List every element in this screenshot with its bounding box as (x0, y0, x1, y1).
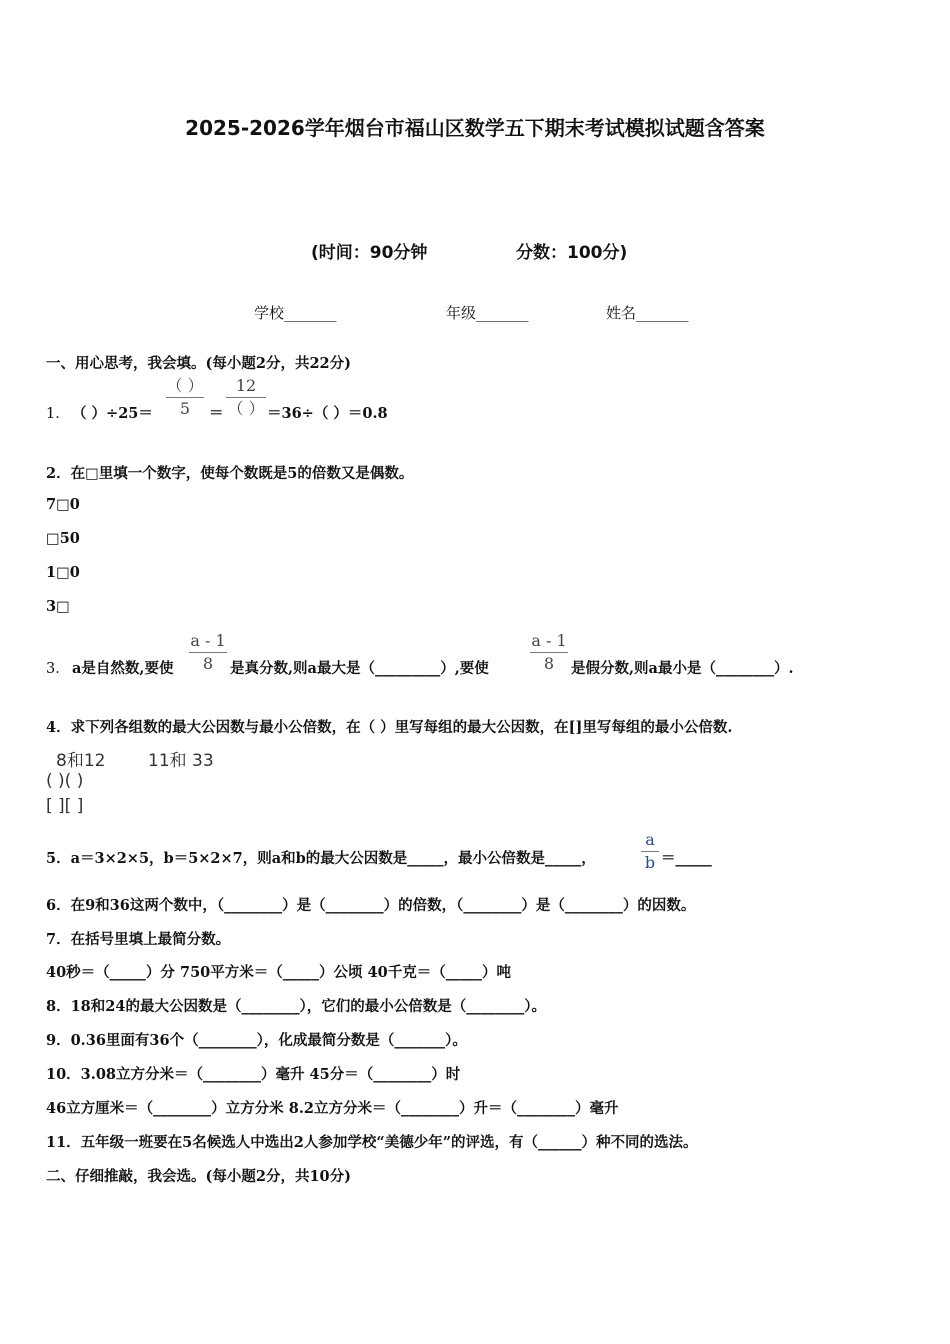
question-6: 6．在9和36这两个数中，（________）是（________）的倍数，（________）是（________）的因数。 (46, 897, 696, 914)
q5-fraction-denominator: b (644, 853, 656, 872)
section-1-heading: 一、用心思考，我会填。(每小题2分，共22分) (46, 355, 351, 372)
q2-item[interactable]: 1□0 (46, 564, 80, 581)
question-10-line-1: 10．3.08立方分米＝（________）毫升 45分＝（________）时 (46, 1066, 461, 1083)
q2-item[interactable]: □50 (46, 530, 80, 547)
q4-lcm-blanks[interactable]: [ ][ ] (46, 796, 84, 816)
q2-item[interactable]: 3□ (46, 598, 70, 615)
name-field[interactable]: 姓名_______ (606, 304, 689, 322)
q2-item[interactable]: 7□0 (46, 496, 80, 513)
q3-fraction-numerator: a - 1 (531, 631, 567, 650)
q5-part-b: ＝_____ (661, 850, 712, 867)
q3-part-c: 是假分数,则a最小是（________）. (571, 660, 794, 677)
q3-part-a: a是自然数,要使 (72, 660, 174, 677)
q3-fraction-2 (530, 631, 568, 674)
q3-fraction-denominator: 8 (202, 654, 214, 673)
q3-fraction-1 (189, 631, 227, 674)
question-8: 8．18和24的最大公因数是（________），它们的最小公倍数是（________）。 (46, 998, 546, 1015)
q1-equals: ＝ (209, 405, 224, 422)
question-7-line: 40秒＝（_____）分 750平方米＝（_____）公顷 40千克＝（_____）吨 (46, 964, 511, 981)
q1-fraction-1-denominator: 5 (179, 399, 191, 418)
fraction-bar (226, 397, 266, 398)
q3-part-b: 是真分数,则a最大是（_________）,要使 (230, 660, 489, 677)
question-10-line-2: 46立方厘米＝（________）立方分米 8.2立方分米＝（________）升＝（________）毫升 (46, 1100, 619, 1117)
q1-fraction-1 (166, 376, 204, 419)
fraction-bar (641, 851, 659, 852)
time-label: (时间：90分钟 (311, 243, 428, 263)
q3-fraction-denominator: 8 (543, 654, 555, 673)
q4-text: 4．求下列各组数的最大公因数与最小公倍数，在（ ）里写每组的最大公因数，在[]里写每组的最小公倍数. (46, 719, 733, 736)
score-label: 分数：100分) (516, 243, 628, 263)
question-11: 11．五年级一班要在5名候选人中选出2人参加学校“美德少年”的评选，有（______）种不同的选法。 (46, 1134, 698, 1151)
q5-part-a: 5．a＝3×2×5，b＝5×2×7，则a和b的最大公因数是_____，最小公倍数是_____， (46, 850, 596, 867)
fraction-bar (189, 652, 227, 653)
q1-number: 1． (46, 406, 70, 422)
q5-fraction-numerator: a (645, 830, 655, 849)
q3-fraction-numerator: a - 1 (190, 631, 226, 650)
q3-number: 3． (46, 661, 70, 677)
q4-pair-2: 11和 33 (148, 751, 214, 771)
fraction-bar (166, 397, 204, 398)
q4-gcd-blanks[interactable]: ( )( ) (46, 771, 84, 791)
q4-pair-1: 8和12 (56, 751, 106, 771)
q1-part-a: （ ）÷25＝ (72, 405, 153, 422)
page-title: 2025-2026学年烟台市福山区数学五下期末考试模拟试题含答案 (185, 116, 765, 140)
q1-fraction-2 (226, 376, 266, 419)
q1-fraction-1-numerator: （ ） (166, 376, 204, 395)
q1-fraction-2-numerator: 12 (235, 376, 257, 395)
fraction-bar (530, 652, 568, 653)
q1-part-b: ＝36÷（ ）＝0.8 (267, 405, 388, 422)
school-field[interactable]: 学校_______ (254, 304, 337, 322)
q1-fraction-2-denominator: （ ） (227, 399, 265, 418)
section-2-heading: 二、仔细推敲，我会选。(每小题2分，共10分) (46, 1168, 351, 1185)
q2-text: 2．在□里填一个数字，使每个数既是5的倍数又是偶数。 (46, 465, 414, 482)
grade-field[interactable]: 年级_______ (446, 304, 529, 322)
q5-fraction (641, 830, 659, 873)
question-9: 9．0.36里面有36个（________），化成最简分数是（_______）。 (46, 1032, 467, 1049)
question-7: 7．在括号里填上最简分数。 (46, 931, 231, 948)
